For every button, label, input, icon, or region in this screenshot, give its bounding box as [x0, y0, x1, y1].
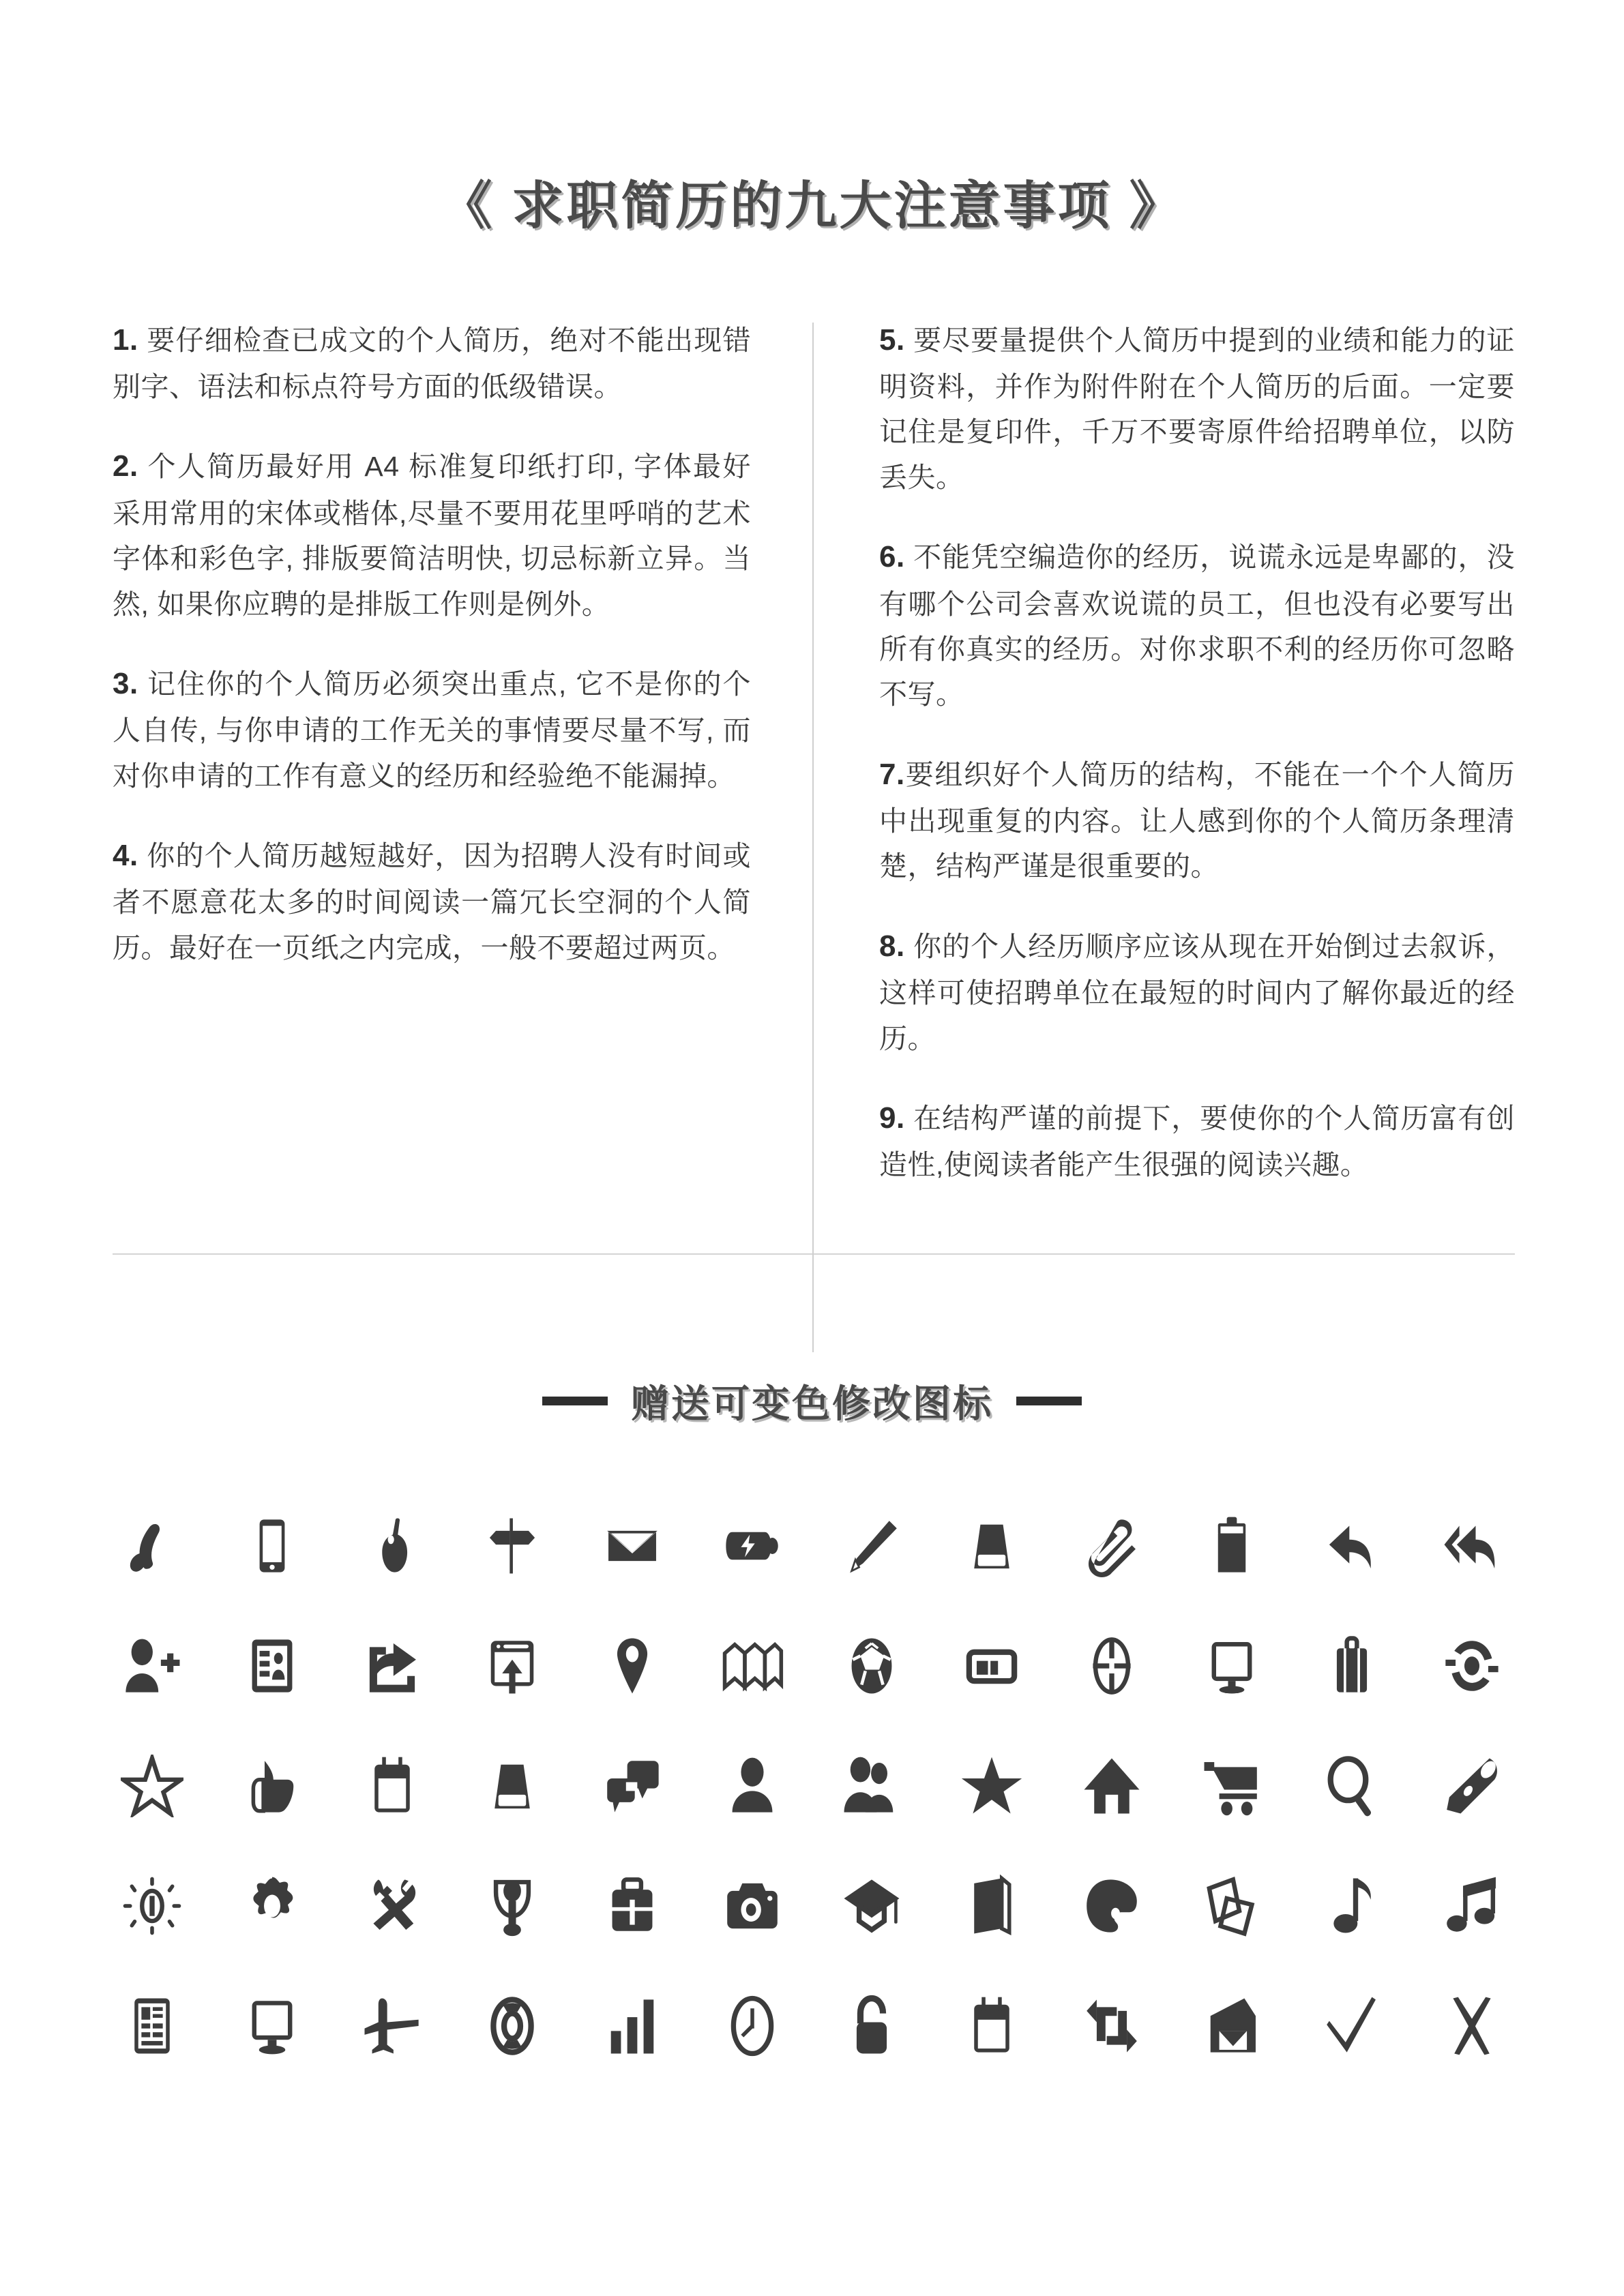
crosshair-target-icon[interactable] [1074, 1628, 1149, 1703]
battery-icon[interactable] [715, 1508, 790, 1583]
tip-text: 要尽要量提供个人简历中提到的业绩和能力的证明资料，并作为附件附在个人简历的后面。一定要记住是复印件，千万不要寄原件给招聘单位，以防丢失。 [879, 324, 1515, 493]
share-icon[interactable] [355, 1628, 430, 1703]
clock-icon[interactable] [715, 1988, 790, 2063]
tips-column-right [814, 316, 1515, 1188]
tools-icon[interactable] [355, 1868, 430, 1943]
tip-text: 不能凭空编造你的经历，说谎永远是卑鄙的，没有哪个公司会喜欢说谎的员工，但也没有必要写出所有你真实的经历。对你求职不利的经历你可忽略不写。 [879, 541, 1515, 711]
monitor-icon[interactable] [1194, 1628, 1269, 1703]
lock-icon[interactable] [834, 1988, 909, 2063]
reply-icon[interactable] [1314, 1508, 1389, 1583]
palette-icon[interactable] [1074, 1868, 1149, 1943]
tip-item [113, 659, 751, 799]
tip-number: 8. [879, 929, 905, 963]
photo-cards-icon[interactable] [1194, 1868, 1269, 1943]
tips-column-left [113, 316, 814, 1188]
user-icon[interactable] [715, 1748, 790, 1823]
tip-number: 1. [113, 323, 138, 357]
search-icon[interactable] [1314, 1748, 1389, 1823]
tip-text: 记住你的个人简历必须突出重点, 它不是你的个人自传, 与你申请的工作无关的事情要尽量不写, 而对你申请的工作有意义的经历和经验绝不能漏掉。 [113, 668, 751, 792]
gift-section-heading [0, 1374, 1624, 1429]
calendar-alt-icon[interactable] [954, 1988, 1029, 2063]
home-icon[interactable] [1074, 1748, 1149, 1823]
tip-number: 7. [879, 757, 905, 791]
checkmark-icon[interactable] [1314, 1988, 1389, 2063]
pencil-icon[interactable] [834, 1508, 909, 1583]
title-container [0, 0, 1624, 273]
flashlight-icon[interactable] [1434, 1748, 1509, 1823]
icon-grid [93, 1486, 1532, 2086]
trophy-icon[interactable] [475, 1868, 550, 1943]
gift-heading-label: 赠送可变色修改图标 [631, 1382, 993, 1425]
column-divider [812, 323, 814, 1352]
eraser-block-icon[interactable] [475, 1748, 550, 1823]
briefcase-icon[interactable] [1314, 1628, 1389, 1703]
computer-mouse-icon[interactable] [355, 1508, 430, 1583]
signpost-icon[interactable] [475, 1508, 550, 1583]
gear-icon[interactable] [235, 1868, 310, 1943]
bar-chart-icon[interactable] [595, 1988, 670, 2063]
tip-item [879, 316, 1515, 500]
reply-all-icon[interactable] [1434, 1508, 1509, 1583]
mobile-phone-icon[interactable] [235, 1508, 310, 1583]
camera-icon[interactable] [715, 1868, 790, 1943]
desktop-monitor-icon[interactable] [235, 1988, 310, 2063]
refresh-cycle-icon[interactable] [1434, 1628, 1509, 1703]
tips-columns [0, 316, 1624, 1188]
star-filled-icon[interactable] [954, 1748, 1029, 1823]
close-x-icon[interactable] [1434, 1988, 1509, 2063]
medical-bag-icon[interactable] [595, 1868, 670, 1943]
dash-left-icon [542, 1397, 608, 1405]
soccer-ball-icon[interactable] [834, 1628, 909, 1703]
repeat-loop-icon[interactable] [1074, 1988, 1149, 2063]
folded-map-icon[interactable] [715, 1628, 790, 1703]
tip-item [879, 922, 1515, 1061]
tip-number: 4. [113, 839, 138, 873]
tip-number: 5. [879, 323, 905, 357]
graduation-cap-icon[interactable] [834, 1868, 909, 1943]
tip-item [879, 750, 1515, 889]
phone-handset-icon[interactable] [115, 1508, 190, 1583]
tip-item [879, 1094, 1515, 1188]
window-layout-icon[interactable] [954, 1628, 1029, 1703]
news-document-icon[interactable] [115, 1988, 190, 2063]
tip-text: 在结构严谨的前提下，要使你的个人简历富有创造性,使阅读者能产生很强的阅读兴趣。 [879, 1102, 1515, 1181]
tip-text: 你的个人简历越短越好，因为招聘人没有时间或者不愿意花太多的时间阅读一篇冗长空洞的个人简历。最好在一页纸之内完成，一般不要超过两页。 [113, 840, 751, 964]
star-outline-icon[interactable] [115, 1748, 190, 1823]
paperclip-icon[interactable] [1074, 1508, 1149, 1583]
tip-text: 要组织好个人简历的结构，不能在一个个人简历中出现重复的内容。让人感到你的个人简历条理清楚，结构严谨是很重要的。 [879, 758, 1515, 882]
browser-upload-icon[interactable] [475, 1628, 550, 1703]
tip-text: 你的个人经历顺序应该从现在开始倒过去叙诉，这样可使招聘单位在最短的时间内了解你最近的经历。 [879, 930, 1515, 1054]
section-divider [113, 1253, 1515, 1255]
brightness-sun-icon[interactable] [115, 1868, 190, 1943]
music-note-icon[interactable] [1314, 1868, 1389, 1943]
chat-bubbles-icon[interactable] [595, 1748, 670, 1823]
calendar-icon[interactable] [355, 1748, 430, 1823]
tip-item [113, 442, 751, 626]
photo-image-icon[interactable] [1194, 1988, 1269, 2063]
tip-number: 2. [113, 449, 138, 483]
tip-item [113, 316, 751, 410]
life-buoy-icon[interactable] [475, 1988, 550, 2063]
add-user-icon[interactable] [115, 1628, 190, 1703]
airplane-icon[interactable] [355, 1988, 430, 2063]
music-notes-icon[interactable] [1434, 1868, 1509, 1943]
thumbs-up-icon[interactable] [235, 1748, 310, 1823]
tip-text: 个人简历最好用 A4 标准复印纸打印, 字体最好采用常用的宋体或楷体,尽量不要用花里呼哨的艺术字体和彩色字, 排版要简洁明快, 切忌标新立异。当然, 如果你应聘的是排版工作则是例外。 [113, 451, 751, 620]
envelope-icon[interactable] [595, 1508, 670, 1583]
tip-item [879, 533, 1515, 717]
contact-card-icon[interactable] [235, 1628, 310, 1703]
book-icon[interactable] [954, 1868, 1029, 1943]
eraser-icon[interactable] [954, 1508, 1029, 1583]
dash-right-icon [1016, 1397, 1082, 1405]
clipboard-icon[interactable] [1194, 1508, 1269, 1583]
tip-number: 3. [113, 666, 138, 700]
tip-number: 9. [879, 1101, 905, 1135]
tip-item [113, 831, 751, 970]
users-group-icon[interactable] [834, 1748, 909, 1823]
map-pin-icon[interactable] [595, 1628, 670, 1703]
page-title: 《 求职简历的九大注意事项 》 [440, 177, 1184, 235]
shopping-cart-icon[interactable] [1194, 1748, 1269, 1823]
tip-text: 要仔细检查已成文的个人简历，绝对不能出现错别字、语法和标点符号方面的低级错误。 [113, 324, 751, 403]
tip-number: 6. [879, 540, 905, 574]
